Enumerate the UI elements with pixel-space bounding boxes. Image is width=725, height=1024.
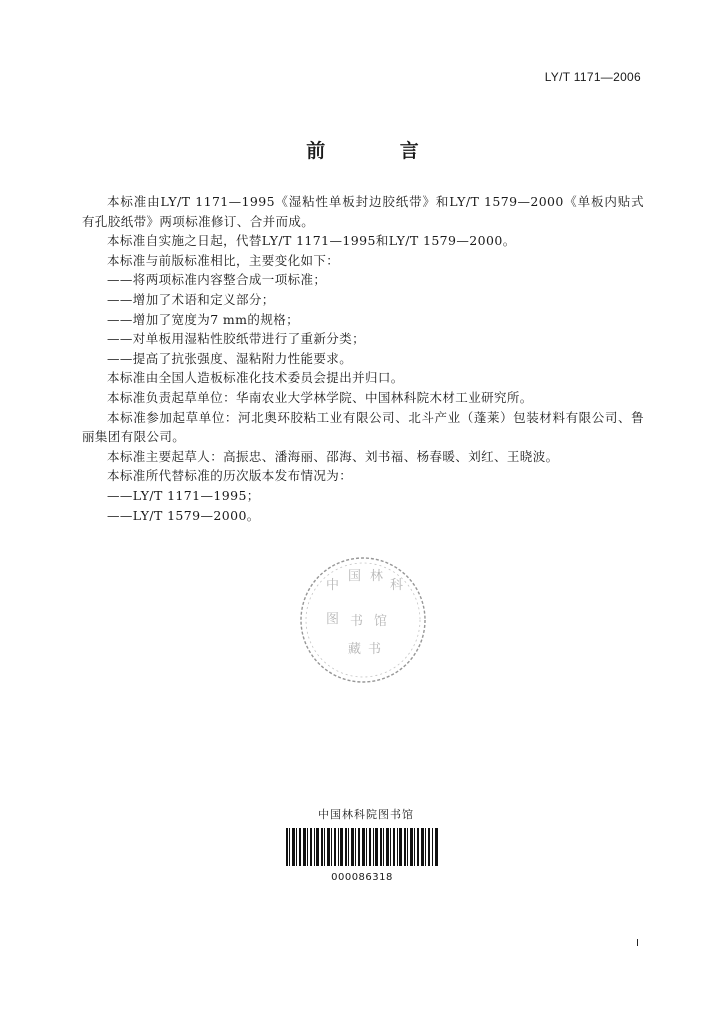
svg-text:馆: 馆 (374, 614, 388, 629)
paragraph: 本标准负责起草单位：华南农业大学林学院、中国林科院木材工业研究所。 (107, 389, 533, 405)
library-seal-stamp (296, 553, 430, 687)
paragraph: 本标准与前版标准相比，主要变化如下： (107, 252, 340, 268)
paragraph: 本标准主要起草人：高振忠、潘海丽、邵海、刘书福、杨春暖、刘红、王晓波。 (107, 448, 559, 464)
svg-text:图: 图 (326, 612, 340, 627)
barcode-image (284, 828, 440, 866)
change-item: ——增加了术语和定义部分； (107, 291, 275, 307)
change-item: ——对单板用湿粘性胶纸带进行了重新分类； (107, 331, 366, 347)
paragraph: 本标准参加起草单位：河北奥环胶粘工业有限公司、北斗产业（蓬莱）包装材料有限公司、鲁丽集团有限公司。 (82, 409, 644, 445)
preface-body (82, 192, 644, 525)
barcode-library-name: 中国林科院图书馆 (318, 808, 414, 821)
paragraph: 本标准由全国人造板标准化技术委员会提出并归口。 (107, 370, 404, 386)
standard-code: LY/T 1171—2006 (544, 70, 641, 84)
paragraph: 本标准所代替标准的历次版本发布情况为： (107, 468, 353, 484)
version-item: ——LY/T 1579—2000。 (107, 507, 260, 523)
library-barcode (282, 806, 442, 883)
svg-text:科: 科 (390, 578, 404, 593)
paragraph: 本标准由LY/T 1171—1995《湿粘性单板封边胶纸带》和LY/T 1579—2000《单板内贴式有孔胶纸带》两项标准修订、合并而成。 (82, 194, 644, 229)
change-item: ——提高了抗张强度、湿粘附力性能要求。 (107, 350, 353, 366)
svg-text:藏: 藏 (348, 642, 362, 657)
change-item: ——将两项标准内容整合成一项标准； (107, 272, 327, 288)
svg-text:国: 国 (348, 569, 362, 584)
page-number: I (636, 938, 639, 949)
svg-text:书: 书 (368, 642, 382, 657)
barcode-number: 000086318 (331, 872, 393, 883)
change-item: ——增加了宽度为7 mm的规格； (107, 311, 300, 327)
paragraph: 本标准自实施之日起，代替LY/T 1171—1995和LY/T 1579—2000。 (107, 233, 516, 249)
page-title: 前 言 (306, 140, 453, 162)
svg-text:中: 中 (326, 578, 340, 593)
svg-text:书: 书 (350, 614, 364, 629)
svg-text:林: 林 (370, 569, 384, 584)
version-item: ——LY/T 1171—1995； (107, 487, 260, 503)
